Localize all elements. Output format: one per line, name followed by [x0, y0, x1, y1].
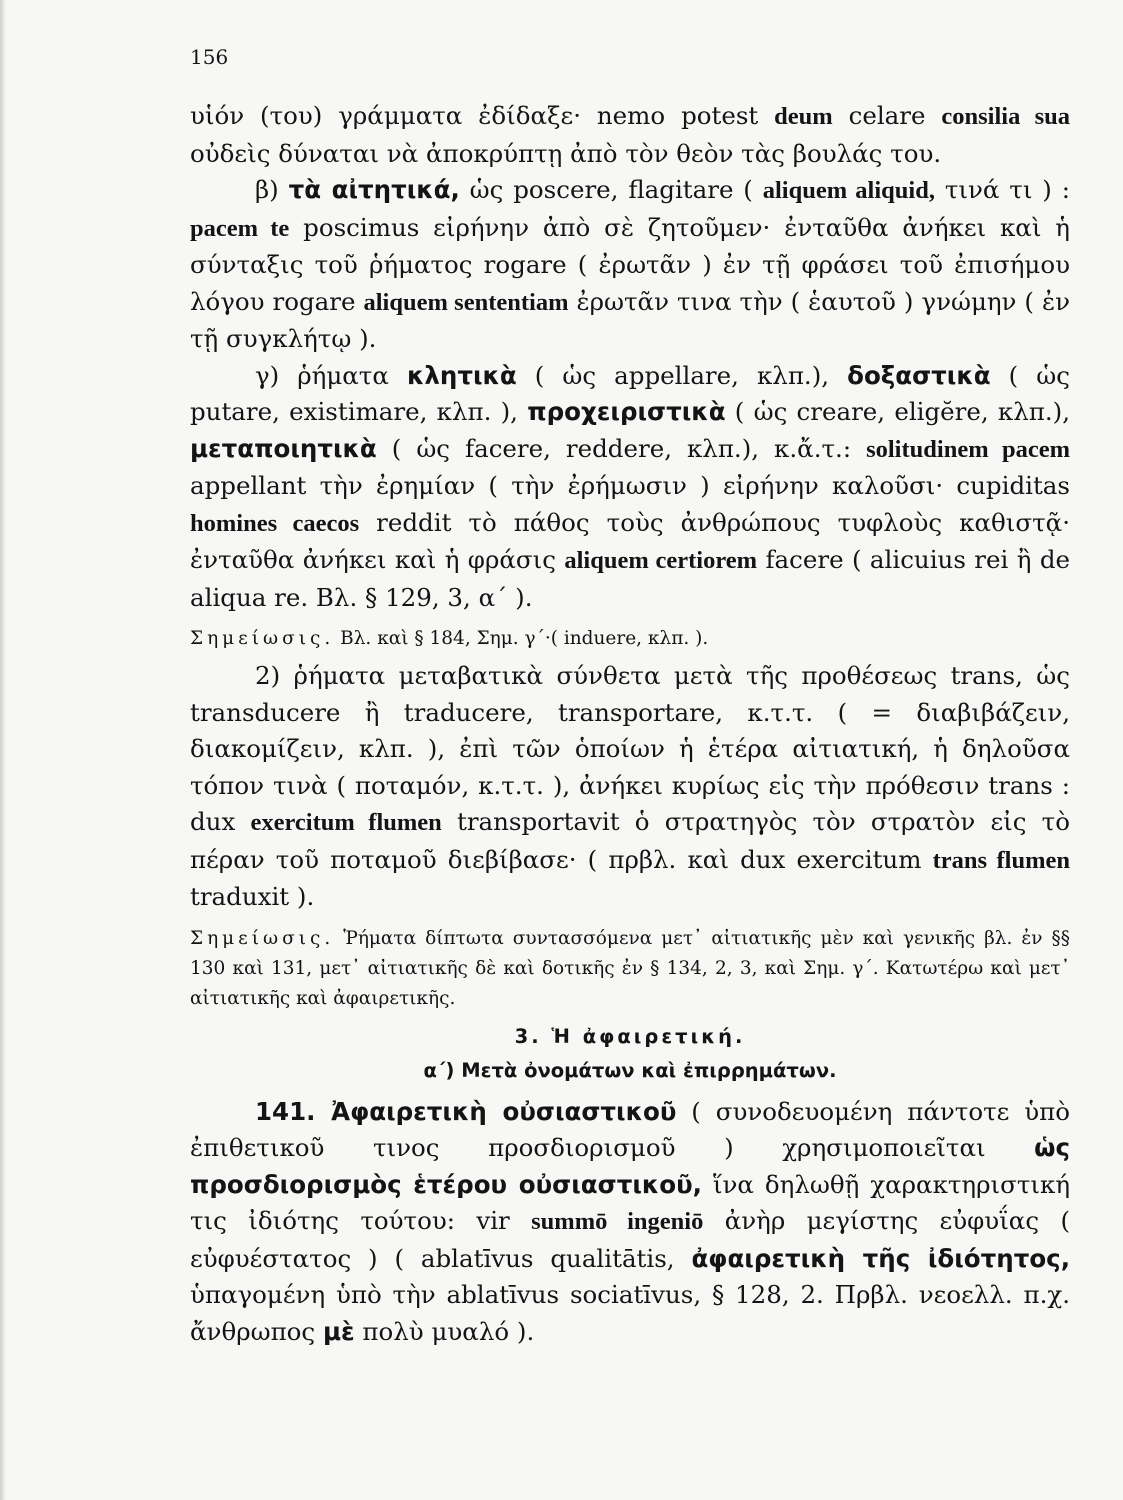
- text-run: ὡς poscere, flagitare (: [459, 175, 763, 204]
- bold-term: exercitum flumen: [250, 809, 442, 836]
- note-2: [190, 924, 1070, 1014]
- text-run: οὐδεὶς δύναται νὰ ἀποκρύπτῃ ἀπὸ τὸν θεὸν τὰς βουλάς του.: [190, 138, 942, 168]
- text-run: γ) ῥήματα: [255, 360, 407, 390]
- bold-term: aliquem aliquid,: [762, 177, 935, 204]
- bold-term: τὰ αἰτητικά,: [288, 175, 460, 204]
- bold-term: pacem te: [190, 214, 290, 242]
- text-run: τινά τι ) :: [934, 175, 1070, 204]
- bold-term: μεταποιητικὰ: [190, 433, 377, 463]
- text-run: traduxit ).: [190, 882, 315, 911]
- text-run: ( ὡς creare, eligĕre, κλπ.),: [725, 397, 1070, 426]
- bold-term: ἀφαιρετικὴ τῆς ἰδιότητος,: [691, 1243, 1070, 1273]
- text-run: poscimus εἰρήνην ἀπὸ σὲ ζητοῦμεν· ἐνταῦθα ἀνήκει καὶ ἡ σύνταξις τοῦ ῥήματος rogare ( ἐρωτᾶν ) ἐν τῇ φράσει τοῦ ἐπισήμου λόγου rogare: [190, 212, 1070, 316]
- note-text: Βλ. καὶ § 184, Σημ. γ΄·( induere, κλπ. ).: [334, 628, 709, 649]
- bold-term: trans flumen: [932, 846, 1070, 874]
- paragraph-3: [190, 358, 1070, 617]
- text-run: ὑπαγομένη ὑπὸ τὴν ablatīvus sociatīvus, § 128, 2. Πρβλ. νεοελλ. π.χ. ἄνθρωπος: [190, 1280, 1070, 1346]
- text-run: facere ( alicuius rei ἢ de aliqua re. Βλ. § 129, 3, α΄ ).: [190, 545, 1071, 612]
- section-heading: 3. Ἡ ἀφαιρετική.: [514, 1024, 746, 1048]
- paragraph-2: [190, 172, 1070, 358]
- paragraph-5: [190, 1094, 1070, 1351]
- bold-term: aliquem sententiam: [363, 288, 569, 316]
- text-run: ( ὡς facere, reddere, κλπ.), κ.ἄ.τ.:: [376, 433, 867, 463]
- text-run: β): [255, 175, 289, 204]
- text-run: celare: [832, 101, 942, 130]
- paragraph-1: [190, 98, 1070, 172]
- note-label: Σημείωσις.: [190, 927, 335, 949]
- subsection-heading: α΄) Μετὰ ὀνομάτων καὶ ἐπιρρημάτων.: [423, 1058, 837, 1082]
- section-number: 141.: [255, 1096, 316, 1126]
- bold-term: προχειριστικὰ: [527, 397, 726, 426]
- text-run: ἀνὴρ μεγίστης εὐφυΐας ( εὐφυέστατος ) ( ablatīvus qualitātis,: [190, 1206, 1071, 1273]
- bold-term: summō ingeniō: [531, 1208, 704, 1235]
- paragraph-4: [190, 658, 1070, 916]
- note-label: Σημείωσις.: [190, 628, 335, 649]
- text-run: ( ὡς putare, existimare, κλπ. ),: [190, 360, 1070, 426]
- bold-term: ὡς προσδιορισμὸς ἑτέρου οὐσιαστικοῦ,: [190, 1133, 1070, 1199]
- text-run: ἐρωτᾶν τινα τὴν ( ἑαυτοῦ ) γνώμην ( ἐν τῇ συγκλήτῳ ).: [190, 286, 1070, 353]
- page-edge: [0, 0, 6, 1500]
- text-run: ἵνα δηλωθῇ χαρακτηριστική τις ἰδιότης τούτου: vir: [190, 1169, 1070, 1235]
- bold-term: deum: [774, 103, 833, 130]
- text-run: appellant τὴν ἐρημίαν ( τὴν ἐρήμωσιν ) εἰρήνην καλοῦσι· cupiditas: [190, 471, 1070, 500]
- page-number: 156: [190, 45, 229, 69]
- note-text: Ῥήματα δίπτωτα συντασσόμενα μετ᾽ αἰτιατικῆς μὲν καὶ γενικῆς βλ. ἐν §§ 130 καὶ 131, μετ᾽ αἰτιατικῆς δὲ καὶ δοτικῆς ἐν § 134, 2, 3, καὶ Σημ. γ΄. Κατωτέρω καὶ μετ᾽ αἰτιατικῆς καὶ ἀφαιρετικῆς.: [190, 927, 1070, 1009]
- text-run: υἱόν (του) γράμματα ἐδίδαξε· nemo potest: [190, 101, 775, 130]
- text-run: πολὺ μυαλό ).: [354, 1316, 535, 1346]
- text-run: ( ὡς appellare, κλπ.),: [516, 360, 848, 390]
- text-run: reddit τὸ πάθος τοὺς ἀνθρώπους τυφλοὺς καθιστᾷ· ἐνταῦθα ἀνήκει καὶ ἡ φράσις: [190, 507, 1070, 574]
- text-run: transportavit ὁ στρατηγὸς τὸν στρατὸν εἰς τὸ πέραν τοῦ ποταμοῦ διεβίβασε· ( πρβλ. καὶ dux exercitum: [190, 807, 1070, 874]
- bold-term: consilia sua: [941, 103, 1070, 130]
- text-run: 2) ῥήματα μεταβατικὰ σύνθετα μετὰ τῆς προθέσεως trans, ὡς transducere ἢ traducere, transportare, κ.τ.τ. ( = διαβιβάζειν, διακομίζειν, κλπ. ), ἐπὶ τῶν ὁποίων ἡ ἑτέρα αἰτιατική, ἡ δηλοῦσα τόπον τινὰ ( ποταμόν, κ.τ.τ. ), ἀνήκει κυρίως εἰς τὴν πρόθεσιν trans : dux: [190, 661, 1070, 836]
- bold-term: aliquem certiorem: [564, 547, 758, 574]
- bold-term: μὲ: [322, 1316, 355, 1346]
- bold-term: δοξαστικὰ: [847, 360, 991, 390]
- text-run: ( συνοδευομένη πάντοτε ὑπὸ ἐπιθετικοῦ τινος προσδιορισμοῦ ) χρησιμοποιεῖται: [190, 1096, 1070, 1162]
- bold-term: homines caecos: [190, 509, 360, 537]
- page-body: [190, 98, 1070, 1350]
- bold-term: κλητικὰ: [406, 360, 517, 390]
- bold-term: solitudinem pacem: [866, 435, 1070, 463]
- note-1: [190, 624, 1070, 654]
- bold-term: Ἀφαιρετικὴ οὐσιαστικοῦ: [315, 1096, 677, 1126]
